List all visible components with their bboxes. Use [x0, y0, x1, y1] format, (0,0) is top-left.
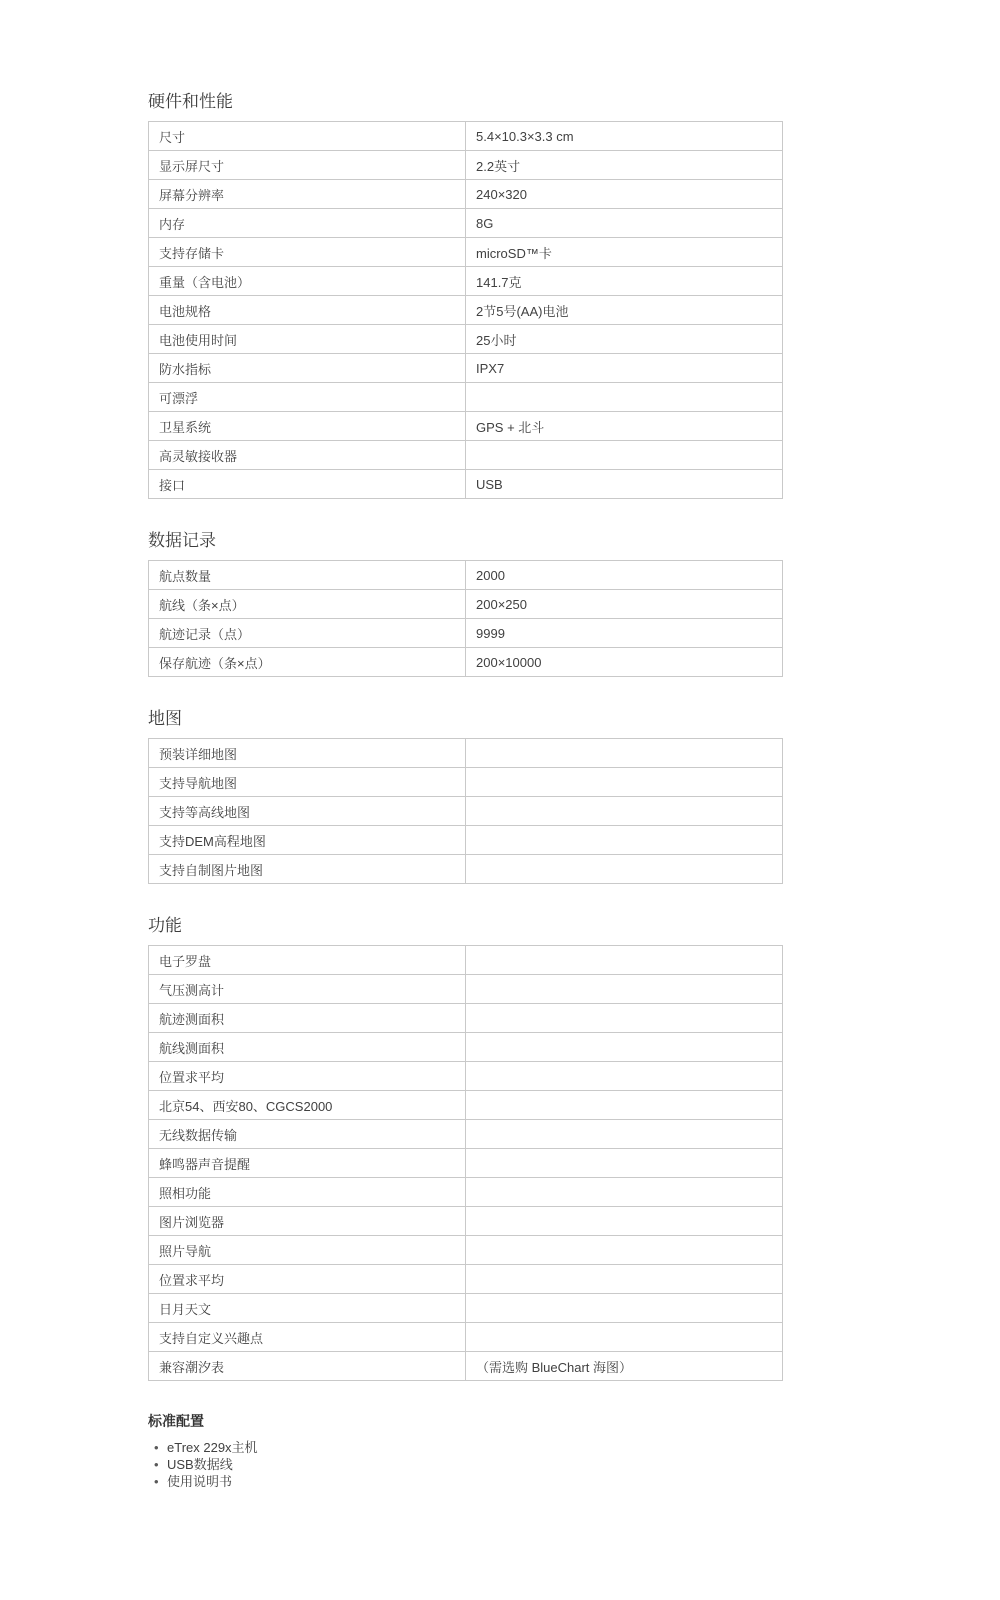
spec-value-cell: microSD™卡 — [466, 238, 783, 267]
spec-label-cell: 防水指标 — [149, 354, 466, 383]
spec-table — [148, 945, 783, 1381]
standard-config-section — [148, 1414, 783, 1490]
spec-value-cell: 25小时 — [466, 325, 783, 354]
standard-config-list — [148, 1439, 783, 1490]
standard-config-item-label: eTrex 229x主机 — [167, 1440, 258, 1455]
section-title: 功能 — [148, 916, 182, 935]
spec-row — [149, 855, 783, 884]
spec-row — [149, 296, 783, 325]
standard-config-item — [154, 1439, 783, 1456]
spec-label-cell: 支持存储卡 — [149, 238, 466, 267]
standard-config-item — [154, 1473, 783, 1490]
spec-value-cell: USB — [466, 470, 783, 499]
spec-label-cell: 支持导航地图 — [149, 768, 466, 797]
spec-label-cell: 无线数据传输 — [149, 1120, 466, 1149]
spec-value-cell: 200×250 — [466, 590, 783, 619]
spec-row — [149, 412, 783, 441]
spec-label-cell: 照片导航 — [149, 1236, 466, 1265]
spec-label-cell: 尺寸 — [149, 122, 466, 151]
spec-value-cell — [466, 1033, 783, 1062]
spec-label-cell: 位置求平均 — [149, 1265, 466, 1294]
standard-config-title: 标准配置 — [148, 1413, 204, 1429]
spec-row — [149, 180, 783, 209]
spec-value-cell: 240×320 — [466, 180, 783, 209]
spec-value-cell — [466, 1294, 783, 1323]
spec-value-cell — [466, 1265, 783, 1294]
spec-table — [148, 560, 783, 677]
spec-row — [149, 383, 783, 412]
spec-row — [149, 1207, 783, 1236]
bullet-icon: • — [154, 1440, 159, 1455]
spec-sections — [148, 93, 783, 1381]
spec-value-cell — [466, 826, 783, 855]
spec-value-cell — [466, 383, 783, 412]
spec-label-cell: 日月天文 — [149, 1294, 466, 1323]
spec-table — [148, 738, 783, 884]
spec-row — [149, 946, 783, 975]
spec-row — [149, 561, 783, 590]
spec-row — [149, 739, 783, 768]
spec-value-cell: 5.4×10.3×3.3 cm — [466, 122, 783, 151]
spec-value-cell — [466, 1120, 783, 1149]
spec-label-cell: 兼容潮汐表 — [149, 1352, 466, 1381]
spec-row — [149, 1004, 783, 1033]
spec-row — [149, 1236, 783, 1265]
spec-value-cell — [466, 1149, 783, 1178]
spec-value-cell: 8G — [466, 209, 783, 238]
spec-value-cell: GPS + 北斗 — [466, 412, 783, 441]
spec-label-cell: 气压测高计 — [149, 975, 466, 1004]
spec-label-cell: 蜂鸣器声音提醒 — [149, 1149, 466, 1178]
spec-row — [149, 590, 783, 619]
spec-label-cell: 支持自制图片地图 — [149, 855, 466, 884]
spec-value-cell — [466, 1207, 783, 1236]
spec-label-cell: 航线测面积 — [149, 1033, 466, 1062]
spec-row — [149, 1149, 783, 1178]
spec-label-cell: 北京54、西安80、CGCS2000 — [149, 1091, 466, 1120]
spec-row — [149, 267, 783, 296]
spec-label-cell: 卫星系统 — [149, 412, 466, 441]
spec-value-cell: 2000 — [466, 561, 783, 590]
spec-label-cell: 内存 — [149, 209, 466, 238]
bullet-icon: • — [154, 1457, 159, 1472]
spec-label-cell: 显示屏尺寸 — [149, 151, 466, 180]
spec-value-cell — [466, 1323, 783, 1352]
spec-row — [149, 354, 783, 383]
spec-row — [149, 470, 783, 499]
spec-row — [149, 768, 783, 797]
spec-label-cell: 重量（含电池） — [149, 267, 466, 296]
spec-value-cell — [466, 1236, 783, 1265]
spec-label-cell: 航迹记录（点） — [149, 619, 466, 648]
standard-config-item-label: USB数据线 — [167, 1457, 233, 1472]
spec-label-cell: 航线（条×点） — [149, 590, 466, 619]
spec-value-cell — [466, 1178, 783, 1207]
spec-row — [149, 1033, 783, 1062]
spec-value-cell: 9999 — [466, 619, 783, 648]
spec-value-cell: 200×10000 — [466, 648, 783, 677]
spec-value-cell — [466, 1062, 783, 1091]
spec-table — [148, 121, 783, 499]
spec-value-cell — [466, 768, 783, 797]
spec-value-cell — [466, 1091, 783, 1120]
spec-label-cell: 接口 — [149, 470, 466, 499]
spec-row — [149, 209, 783, 238]
standard-config-item-label: 使用说明书 — [167, 1474, 233, 1489]
spec-row — [149, 1178, 783, 1207]
spec-row — [149, 151, 783, 180]
spec-label-cell: 可漂浮 — [149, 383, 466, 412]
spec-row — [149, 1352, 783, 1381]
section-title: 硬件和性能 — [148, 92, 233, 111]
spec-row — [149, 1062, 783, 1091]
spec-label-cell: 图片浏览器 — [149, 1207, 466, 1236]
spec-value-cell — [466, 1004, 783, 1033]
spec-content-column — [148, 0, 783, 1490]
spec-row — [149, 797, 783, 826]
section-title: 地图 — [148, 709, 182, 728]
spec-row — [149, 238, 783, 267]
spec-value-cell — [466, 739, 783, 768]
spec-row — [149, 1265, 783, 1294]
spec-label-cell: 高灵敏接收器 — [149, 441, 466, 470]
spec-label-cell: 位置求平均 — [149, 1062, 466, 1091]
spec-label-cell: 照相功能 — [149, 1178, 466, 1207]
spec-label-cell: 航点数量 — [149, 561, 466, 590]
spec-row — [149, 325, 783, 354]
spec-row — [149, 975, 783, 1004]
spec-row — [149, 1294, 783, 1323]
spec-label-cell: 支持等高线地图 — [149, 797, 466, 826]
spec-value-cell — [466, 975, 783, 1004]
spec-row — [149, 1091, 783, 1120]
spec-value-cell: 141.7克 — [466, 267, 783, 296]
spec-value-cell: 2.2英寸 — [466, 151, 783, 180]
spec-row — [149, 826, 783, 855]
spec-label-cell: 电池规格 — [149, 296, 466, 325]
spec-value-cell — [466, 855, 783, 884]
spec-row — [149, 1120, 783, 1149]
spec-label-cell: 屏幕分辨率 — [149, 180, 466, 209]
spec-label-cell: 电池使用时间 — [149, 325, 466, 354]
section-title: 数据记录 — [148, 531, 216, 550]
spec-row — [149, 122, 783, 151]
spec-row — [149, 1323, 783, 1352]
spec-label-cell: 电子罗盘 — [149, 946, 466, 975]
spec-label-cell: 支持DEM高程地图 — [149, 826, 466, 855]
spec-value-cell: （需选购 BlueChart 海图） — [466, 1352, 783, 1381]
spec-value-cell: IPX7 — [466, 354, 783, 383]
spec-label-cell: 支持自定义兴趣点 — [149, 1323, 466, 1352]
spec-label-cell: 航迹测面积 — [149, 1004, 466, 1033]
bullet-icon: • — [154, 1474, 159, 1489]
standard-config-item — [154, 1456, 783, 1473]
spec-row — [149, 441, 783, 470]
spec-value-cell — [466, 946, 783, 975]
spec-row — [149, 648, 783, 677]
spec-label-cell: 预装详细地图 — [149, 739, 466, 768]
spec-value-cell — [466, 797, 783, 826]
spec-label-cell: 保存航迹（条×点） — [149, 648, 466, 677]
spec-row — [149, 619, 783, 648]
spec-value-cell: 2节5号(AA)电池 — [466, 296, 783, 325]
spec-value-cell — [466, 441, 783, 470]
